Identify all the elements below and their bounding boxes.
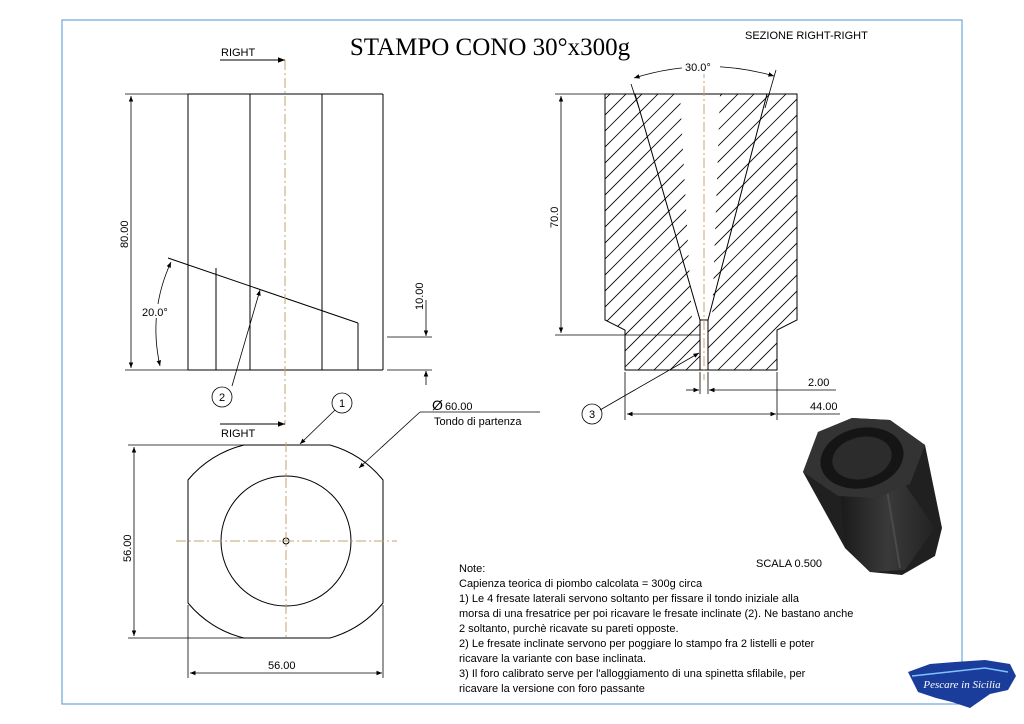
svg-text:Tondo di partenza: Tondo di partenza — [434, 416, 522, 428]
hatch-line — [228, 80, 528, 380]
hatch-line — [260, 80, 560, 380]
hatch-line — [836, 80, 1024, 380]
hatch-line — [660, 80, 960, 380]
dimension-diameter-60 — [359, 397, 540, 468]
dimension-width-56-horizontal — [188, 605, 383, 678]
hatch-line — [292, 80, 592, 380]
svg-text:3: 3 — [588, 409, 596, 421]
section-view — [180, 68, 1024, 380]
hatch-line — [692, 80, 992, 380]
hatch-line — [244, 80, 544, 380]
svg-text:60.00: 60.00 — [445, 401, 473, 413]
svg-text:2.00: 2.00 — [808, 377, 830, 389]
svg-text:20.0°: 20.0° — [142, 307, 168, 319]
hatch-line — [852, 80, 1024, 380]
section-label: SEZIONE RIGHT-RIGHT — [745, 30, 868, 42]
hatch-line — [916, 80, 1024, 380]
dimension-height-10 — [387, 282, 432, 385]
dimension-hole-2 — [686, 372, 836, 394]
logo-text: Pescare in Sicilia — [923, 679, 1001, 691]
balloon-1 — [300, 393, 352, 444]
hatch-line — [212, 80, 512, 380]
svg-text:RIGHT: RIGHT — [221, 428, 256, 440]
hatch-line — [788, 80, 1024, 380]
hatch-line — [836, 80, 1024, 380]
hatch-line — [852, 80, 1024, 380]
hatch-line — [868, 80, 1024, 380]
svg-text:44.00: 44.00 — [810, 401, 838, 413]
hatch-line — [804, 80, 1024, 380]
note-line: ricavare la variante con base inclinata. — [459, 653, 647, 665]
section-marker-bottom — [220, 424, 285, 440]
pescare-in-sicilia-logo — [908, 660, 1016, 708]
front-view — [168, 60, 383, 425]
hatch-line — [756, 80, 1024, 380]
hatch-line — [964, 80, 1024, 380]
dimension-height-80 — [119, 94, 188, 370]
section-marker-top — [220, 47, 285, 60]
hatch-line — [884, 80, 1024, 380]
dimension-angle-20 — [138, 262, 176, 366]
hatch-line — [180, 80, 480, 380]
hatch-line — [196, 80, 496, 380]
svg-text:30.0°: 30.0° — [685, 62, 711, 74]
hatch-line — [1012, 80, 1024, 380]
hatch-line — [708, 80, 1008, 380]
hatch-line — [884, 80, 1024, 380]
hatch-line — [244, 80, 544, 380]
hatch-line — [1012, 80, 1024, 380]
svg-text:70.0: 70.0 — [549, 206, 561, 228]
hatch-line — [772, 80, 1024, 380]
svg-text:80.00: 80.00 — [119, 220, 131, 248]
hatch-line — [740, 80, 1024, 380]
svg-text:56.00: 56.00 — [268, 660, 296, 672]
hatch-line — [820, 80, 1024, 380]
hatch-line — [212, 80, 512, 380]
hatch-line — [660, 80, 960, 380]
svg-text:Ø: Ø — [432, 397, 443, 413]
hatch-line — [756, 80, 1024, 380]
hatch-line — [980, 80, 1024, 380]
notes-heading: Note: — [459, 563, 486, 575]
svg-text:2: 2 — [218, 392, 226, 404]
svg-text:RIGHT: RIGHT — [221, 47, 256, 59]
note-line: morsa di una fresatrice per poi ricavare le fresate inclinate (2). Ne bastano anche — [459, 608, 854, 620]
hatch-line — [948, 80, 1024, 380]
hatch-line — [788, 80, 1024, 380]
note-line: 2) Le fresate inclinate servono per poggiare lo stampo fra 2 listelli e poter — [459, 638, 815, 650]
balloon-3 — [582, 353, 699, 424]
svg-text:56.00: 56.00 — [122, 534, 134, 562]
hatch-line — [196, 80, 496, 380]
hatch-line — [820, 80, 1024, 380]
hatch-line — [292, 80, 592, 380]
page-title: STAMPO CONO 30°x300g — [349, 34, 631, 61]
note-line: 1) Le 4 fresate laterali servono soltanto per fissare il tondo iniziale alla — [459, 593, 799, 605]
hatch-line — [948, 80, 1024, 380]
svg-text:10.00: 10.00 — [414, 282, 426, 310]
balloon-2 — [212, 290, 260, 407]
hatch-line — [868, 80, 1024, 380]
hatch-line — [964, 80, 1024, 380]
hatch-line — [804, 80, 1024, 380]
note-line: 2 soltanto, purchè ricavate su pareti opposte. — [459, 623, 679, 635]
note-line: ricavare la versione con foro passante — [459, 683, 645, 695]
hatch-line — [180, 80, 480, 380]
hatch-line — [740, 80, 1024, 380]
note-line: Capienza teorica di piombo calcolata = 300g circa — [459, 578, 703, 590]
scale-label: SCALA 0.500 — [756, 558, 823, 570]
top-view — [176, 442, 397, 640]
hatch-line — [228, 80, 528, 380]
hatch-line — [260, 80, 560, 380]
hatch-line — [932, 80, 1024, 380]
hatch-line — [676, 80, 976, 380]
notes-block — [459, 563, 853, 695]
note-line: 3) Il foro calibrato serve per l'alloggiamento di una spinetta sfilabile, per — [459, 668, 806, 680]
svg-text:1: 1 — [338, 398, 346, 410]
hatch-line — [916, 80, 1024, 380]
hatch-line — [996, 80, 1024, 380]
hatch-line — [724, 80, 1024, 380]
hatch-line — [980, 80, 1024, 380]
hatch-line — [996, 80, 1024, 380]
hatch-line — [932, 80, 1024, 380]
part-3d-render — [803, 418, 942, 575]
hatch-line — [772, 80, 1024, 380]
